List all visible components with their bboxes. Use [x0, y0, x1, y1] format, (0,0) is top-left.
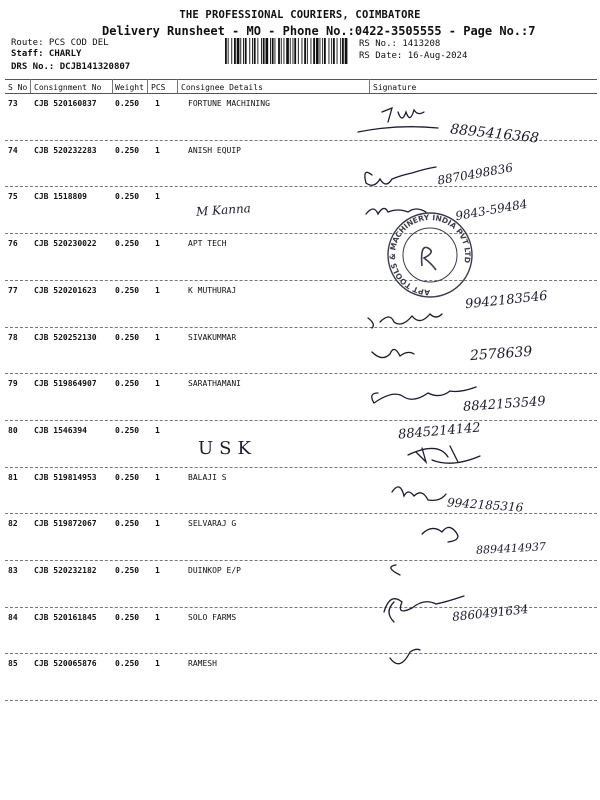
barcode-bar [293, 38, 294, 64]
row-sno: 78 [8, 332, 18, 342]
row-pcs: 1 [155, 425, 160, 435]
row-consignment-no: CJB 520201623 [34, 285, 97, 295]
runsheet-title: Delivery Runsheet - MO - Phone No.:0422-3505555 - Page No.:7 [102, 24, 536, 38]
barcode-bar [311, 38, 312, 64]
row-consignment-no: CJB 520232182 [34, 566, 97, 575]
row-consignee: SIVAKUMMAR [188, 332, 237, 342]
row-weight: 0.250 [115, 332, 140, 342]
handwritten-phone: 8894414937 [475, 540, 547, 557]
barcode-bar [266, 38, 269, 64]
row-consignment-no: CJB 520161845 [34, 612, 97, 622]
row-sno: 82 [8, 519, 18, 529]
company-name: THE PROFESSIONAL COURIERS, COIMBATORE [179, 9, 421, 21]
column-header-sno: S No [8, 83, 28, 92]
barcode-bar [284, 38, 285, 64]
barcode-bar [272, 38, 274, 64]
barcode-bar [275, 38, 276, 64]
column-divider [177, 79, 178, 93]
barcode-bar [225, 38, 227, 64]
signature-scribble [422, 527, 458, 542]
signature-scribble [358, 108, 438, 132]
row-sno: 76 [8, 239, 18, 249]
handwritten-phone: 8870498836 [436, 160, 514, 188]
row-consignment-no: CJB 520160837 [34, 99, 97, 108]
row-divider [5, 233, 597, 234]
column-header-consignment: Consignment No [34, 83, 102, 92]
row-weight: 0.250 [115, 285, 140, 295]
row-pcs: 1 [155, 99, 160, 108]
row-consignment-no: CJB 520065876 [34, 659, 97, 669]
row-sno: 77 [8, 285, 18, 295]
handwritten-phone: 9843-59484 [454, 196, 529, 224]
row-weight: 0.250 [115, 659, 140, 669]
barcode-bar [237, 38, 240, 64]
barcode-bar [342, 38, 344, 64]
row-pcs: 1 [155, 239, 160, 249]
row-sno: 80 [8, 425, 18, 435]
handwritten-phone: 8842153549 [462, 394, 547, 415]
barcode-bar [298, 38, 299, 64]
row-weight: 0.250 [115, 99, 140, 108]
barcode-bar [281, 38, 282, 64]
row-consignee: K MUTHURAJ [188, 285, 237, 295]
column-divider [369, 79, 370, 93]
column-divider [30, 79, 31, 93]
rs-number: RS No.: 1413208 [359, 39, 441, 49]
barcode-bar [333, 38, 335, 64]
row-weight: 0.250 [115, 519, 140, 529]
handwritten-phone: 9942185316 [446, 495, 524, 515]
barcode-bar [345, 38, 348, 64]
column-divider [147, 79, 148, 93]
row-consignment-no: CJB 519864907 [34, 379, 97, 389]
row-sno: 79 [8, 379, 18, 389]
handwritten-name: M Kanna [195, 201, 252, 219]
row-consignment-no: CJB 1546394 [34, 425, 87, 435]
row-divider [5, 653, 597, 654]
column-header-pcs: PCS [151, 83, 166, 92]
row-consignee: FORTUNE MACHINING [188, 99, 270, 108]
handwritten-initials: USK [198, 438, 257, 459]
row-sno: 84 [8, 612, 18, 622]
barcode-bar [228, 38, 229, 64]
barcode-bar [231, 38, 232, 64]
row-weight: 0.250 [115, 612, 140, 622]
row-weight: 0.250 [115, 472, 140, 482]
barcode-bar [249, 38, 250, 64]
barcode-bar [302, 38, 303, 64]
row-weight: 0.250 [115, 239, 140, 249]
header-bottom-rule [5, 93, 597, 94]
row-consignee: ANISH EQUIP [188, 145, 241, 155]
row-sno: 74 [8, 145, 18, 155]
row-pcs: 1 [155, 519, 160, 529]
row-weight: 0.250 [115, 425, 140, 435]
row-pcs: 1 [155, 145, 160, 155]
row-divider [5, 700, 597, 701]
column-divider [112, 79, 113, 93]
row-sno: 83 [8, 566, 18, 575]
row-divider [5, 280, 597, 281]
row-divider [5, 560, 597, 561]
barcode-bar [331, 38, 332, 64]
stamp-text-svg [380, 205, 480, 305]
barcode-bar [252, 38, 253, 64]
row-consignment-no: CJB 1518809 [34, 192, 87, 202]
rs-date: RS Date: 16-Aug-2024 [359, 51, 468, 61]
barcode-bar [243, 38, 244, 64]
row-consignment-no: CJB 520232283 [34, 145, 97, 155]
row-consignee: APT TECH [188, 239, 227, 249]
barcode-bar [290, 38, 291, 64]
barcode-bar [313, 38, 315, 64]
row-sno: 81 [8, 472, 18, 482]
barcode-bar [322, 38, 323, 64]
barcode-bar [263, 38, 265, 64]
handwritten-phone: 8860491634 [451, 602, 529, 624]
handwritten-phone: 9942183546 [464, 288, 549, 313]
column-header-weight: Weight [115, 83, 144, 92]
row-pcs: 1 [155, 332, 160, 342]
row-pcs: 1 [155, 472, 160, 482]
handwritten-phone: 8895416368 [449, 121, 540, 147]
signature-scribble [372, 349, 414, 357]
barcode-bar [278, 38, 280, 64]
column-header-consignee: Consignee Details [181, 83, 263, 92]
staff-label: Staff: CHARLY [11, 49, 82, 59]
barcode-bar [320, 38, 321, 64]
row-consignee: BALAJI S [188, 472, 227, 482]
handwritten-phone: 2578639 [469, 343, 533, 365]
row-consignee: RAMESH [188, 659, 217, 669]
row-consignment-no: CJB 519814953 [34, 472, 97, 482]
handwritten-phone: 8845214142 [397, 420, 482, 443]
signature-scribble [372, 387, 476, 403]
row-sno: 85 [8, 659, 18, 669]
barcode-bar [329, 38, 330, 64]
row-divider [5, 327, 597, 328]
barcode-bar [337, 38, 338, 64]
row-weight: 0.250 [115, 566, 140, 575]
row-divider [5, 373, 597, 374]
barcode-bar [324, 38, 326, 64]
row-weight: 0.250 [115, 379, 140, 389]
row-weight: 0.250 [115, 192, 140, 202]
barcode-bar [304, 38, 306, 64]
barcode-bar [245, 38, 247, 64]
signature-scribble [392, 487, 446, 501]
barcode-bar [261, 38, 262, 64]
row-pcs: 1 [155, 285, 160, 295]
row-divider [5, 420, 597, 421]
route-label: Route: PCS COD DEL [11, 38, 109, 48]
barcode-bar [240, 38, 241, 64]
signature-scribble [390, 649, 420, 663]
row-pcs: 1 [155, 379, 160, 389]
barcode-bar [307, 38, 308, 64]
row-pcs: 1 [155, 612, 160, 622]
barcode-bar [340, 38, 341, 64]
row-sno: 75 [8, 192, 18, 202]
row-pcs: 1 [155, 192, 160, 202]
barcode-bar [286, 38, 289, 64]
signature-scribble [408, 446, 480, 463]
row-divider [5, 186, 597, 187]
row-consignment-no: CJB 520252130 [34, 332, 97, 342]
drs-number: DRS No.: DCJB141320807 [11, 62, 131, 72]
barcode-bar [254, 38, 256, 64]
row-pcs: 1 [155, 659, 160, 669]
barcode-bar [294, 38, 296, 64]
barcode-bar [270, 38, 271, 64]
row-weight: 0.250 [115, 145, 140, 155]
barcode-bar [316, 38, 319, 64]
barcode-image [225, 38, 349, 64]
row-divider [5, 467, 597, 468]
row-consignee: SOLO FARMS [188, 612, 237, 622]
row-pcs: 1 [155, 566, 160, 575]
svg-text:APT TOOLS & MACHINERY INDIA PV: APT TOOLS & MACHINERY INDIA PVT LTD [387, 212, 473, 298]
barcode-bar [257, 38, 258, 64]
row-consignee: DUINKOP E/P [188, 566, 241, 575]
column-header-signature: Signature [373, 83, 417, 92]
row-consignment-no: CJB 520230022 [34, 239, 97, 249]
row-sno: 73 [8, 99, 18, 108]
row-consignee: SELVARAJ G [188, 519, 237, 529]
header-top-rule [5, 79, 597, 80]
signature-scribble [365, 167, 436, 185]
barcode-bar [234, 38, 236, 64]
row-consignment-no: CJB 519872067 [34, 519, 97, 529]
row-consignee: SARATHAMANI [188, 379, 241, 389]
